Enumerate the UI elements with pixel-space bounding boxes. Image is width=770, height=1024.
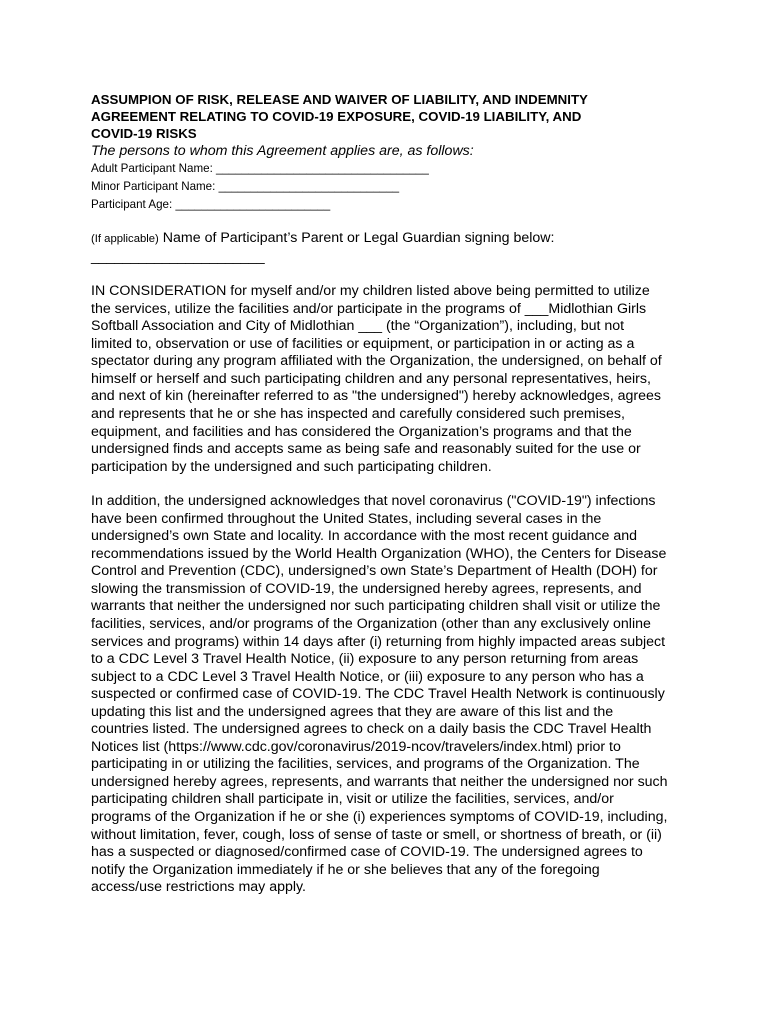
field-blank: ________________________ xyxy=(175,197,331,211)
consideration-paragraph: IN CONSIDERATION for myself and/or my children listed above being permitted to utilize the services, utilize the facilities and/or participate in the programs of ___Midlothian Girls Softball Association and City of Midlothian ___ (the “Organization”), including, but not limited to, observation or use of facilities or equipment, or participation in or acting as a spectator during any program affiliated with the Organization, the undersigned, on behalf of himself or herself and such participating children and any personal representatives, heirs, and next of kin (hereinafter referred to as "the undersigned") hereby acknowledges, agrees and represents that he or she has inspected and carefully considered such premises, equipment, and facilities and has considered the Organization’s programs and that the undersigned finds and accepts same as being safe and reasonably suited for the use or participation by the undersigned and such participating children. xyxy=(91,283,662,475)
document-title xyxy=(91,92,691,142)
guardian-signature-line xyxy=(91,230,691,266)
field-label: Minor Participant Name: xyxy=(91,179,216,193)
title-line: AGREEMENT RELATING TO COVID-19 EXPOSURE, COVID-19 LIABILITY, AND xyxy=(91,108,582,124)
field-blank: _________________________________ xyxy=(216,162,429,176)
adult-participant-name-field xyxy=(91,160,691,178)
guardian-prefix: (If applicable) xyxy=(91,233,159,246)
title-line: COVID-19 RISKS xyxy=(91,125,197,141)
participant-age-field xyxy=(91,196,691,214)
minor-participant-name-field xyxy=(91,178,691,196)
title-line: ASSUMPION OF RISK, RELEASE AND WAIVER OF LIABILITY, AND INDEMNITY xyxy=(91,92,588,107)
covid-acknowledgment-paragraph: In addition, the undersigned acknowledges that novel coronavirus ("COVID-19") infections have been confirmed throughout the United States, including several cases in the undersigned’s own State and locality. In accordance with the most recent guidance and recommendations issued by the World Health Organization (WHO), the Centers for Disease Control and Prevention (CDC), undersigned’s own State’s Department of Health (DOH) for slowing the transmission of COVID-19, the undersigned hereby agrees, represents, and warrants that neither the undersigned nor such participating children shall visit or utilize the facilities, services, and/or programs of the Organization (other than any exclusively online services and programs) within 14 days after (i) returning from highly impacted areas subject to a CDC Level 3 Travel Health Notice, (ii) exposure to any person returning from areas subject to a CDC Level 3 Travel Health Notice, or (iii) exposure to any person who has a suspected or confirmed case of COVID-19. The CDC Travel Health Network is continuously updating this list and the undersigned agrees that they are aware of this list and the countries listed. The undersigned agrees to check on a daily basis the CDC Travel Health Notices list (https://www.cdc.gov/coronavirus/2019-ncov/travelers/index.html) prior to participating in or utilizing the facilities, services, and programs of the Organization. The undersigned hereby agrees, represents, and warrants that neither the undersigned nor such participating children shall participate in, visit or utilize the facilities, services, and/or programs of the Organization if he or she (i) experiences symptoms of COVID-19, including, without limitation, fever, cough, loss of sense of taste or smell, or shortness of breath, or (ii) has a suspected or diagnosed/confirmed case of COVID-19. The undersigned agrees to notify the Organization immediately if he or she believes that any of the foregoing access/use restrictions may apply. xyxy=(91,493,668,896)
document-subtitle: The persons to whom this Agreement applies are, as follows: xyxy=(91,143,474,160)
guardian-label: Name of Participant’s Parent or Legal Guardian signing below: xyxy=(162,230,555,247)
guardian-blank: ______________________ xyxy=(91,248,265,265)
field-blank: ____________________________ xyxy=(218,179,400,193)
field-label: Adult Participant Name: xyxy=(91,162,213,176)
field-label: Participant Age: xyxy=(91,197,173,211)
document-page xyxy=(91,92,691,897)
